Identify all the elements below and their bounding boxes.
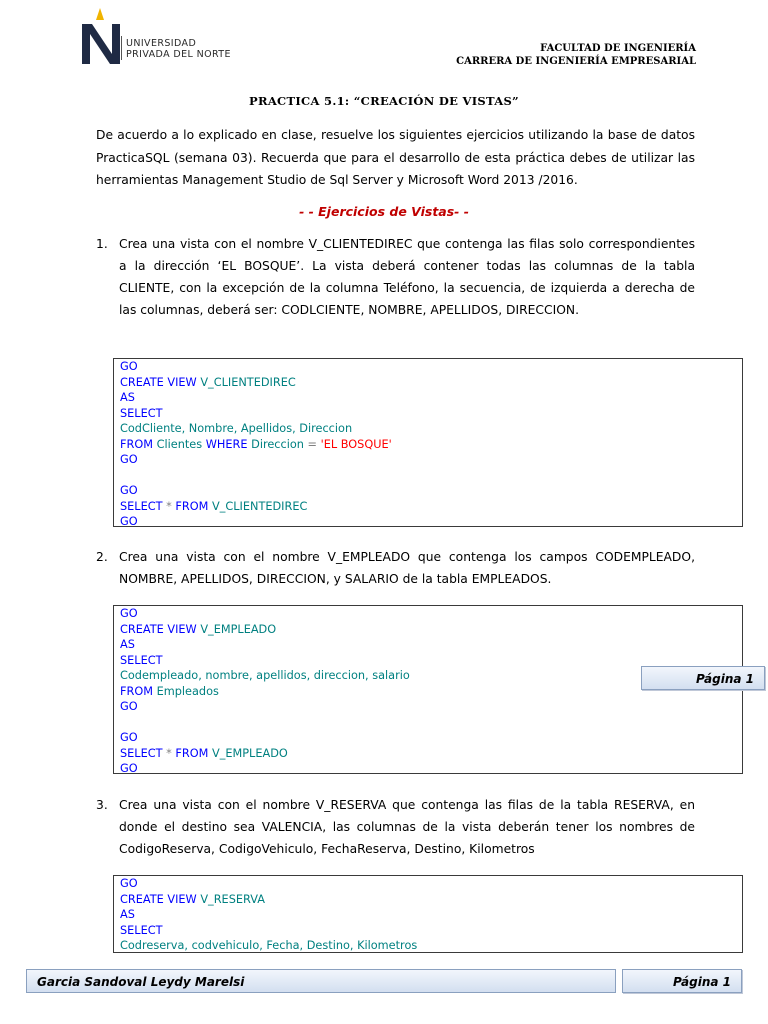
code-token: GO: [120, 360, 138, 373]
footer-page-number: Página 1: [622, 969, 742, 993]
university-line2: PRIVADA DEL NORTE: [126, 49, 231, 60]
page-badge: Página 1: [641, 666, 765, 690]
section-title: - - Ejercicios de Vistas- -: [299, 204, 469, 219]
code-token: GO: [120, 700, 138, 713]
exercise-number: 2.: [96, 550, 108, 564]
exercise-1: [96, 233, 695, 321]
code-token: GO: [120, 731, 138, 744]
exercise-text: Crea una vista con el nombre V_RESERVA que contenga las filas de la tabla RESERVA, en donde el destino sea VALENCIA, las columnas de la vista deberán tener los nombres de CodigoReserva, CodigoVehiculo, FechaReserva, Destino, Kilometros: [119, 798, 695, 856]
university-name: [126, 38, 231, 60]
code-token: V_CLIENTEDIREC: [200, 375, 296, 389]
exercise-3: [96, 794, 695, 860]
code-token: Direccion: [251, 437, 304, 451]
code-token: Clientes: [156, 437, 203, 451]
code-token: FROM: [175, 746, 209, 760]
code-token: GO: [120, 877, 138, 890]
code-token: CREATE VIEW: [120, 622, 197, 636]
code-block-3: [113, 875, 743, 953]
intro-paragraph: De acuerdo a lo explicado en clase, resuelve los siguientes ejercicios utilizando la base de datos PracticaSQL (semana 03). Recuerda que para el desarrollo de esta práctica debes de utilizar las herramientas Management Studio de Sql Server y Microsoft Word 2013 /2016.: [96, 128, 695, 187]
code-token: CREATE VIEW: [120, 375, 197, 389]
code-token: *: [166, 499, 172, 513]
code-token: V_RESERVA: [200, 892, 265, 906]
footer-author: Garcia Sandoval Leydy Marelsi: [26, 969, 616, 993]
exercise-number: 3.: [96, 798, 108, 812]
code-token: GO: [120, 607, 138, 620]
code-token: V_EMPLEADO: [200, 622, 277, 636]
exercise-text: Crea una vista con el nombre V_CLIENTEDIREC que contenga las filas solo correspondientes a la dirección ‘EL BOSQUE’. La vista deberá contener todas las columnas de la tabla CLIENTE, con la excepción de la columna Teléfono, la secuencia, de izquierda a derecha de las columnas, deberá ser: CODLCIENTE, NOMBRE, APELLIDOS, DIRECCION.: [119, 237, 695, 317]
logo-divider: [121, 36, 122, 60]
code-token: 'EL BOSQUE': [320, 437, 392, 451]
exercise-number: 1.: [96, 237, 108, 251]
code-token: CodCliente, Nombre, Apellidos, Direccion: [120, 422, 353, 435]
code-token: GO: [120, 762, 138, 775]
code-token: FROM: [175, 499, 209, 513]
code-token: GO: [120, 453, 138, 466]
university-line1: UNIVERSIDAD: [126, 38, 197, 49]
code-token: FROM: [120, 437, 153, 451]
code-block-1: [113, 358, 743, 527]
code-token: AS: [120, 908, 135, 921]
code-token: GO: [120, 515, 138, 528]
code-token: SELECT: [120, 499, 163, 513]
code-token: SELECT: [120, 746, 163, 760]
code-token: FROM: [120, 684, 153, 698]
code-token: Codreserva, codvehiculo, Fecha, Destino, Kilometros: [120, 939, 418, 952]
code-token: Codempleado, nombre, apellidos, direccion, salario: [120, 669, 410, 682]
faculty-name: FACULTAD DE INGENIERÍA: [540, 43, 696, 54]
code-token: Empleados: [156, 684, 219, 698]
code-token: SELECT: [120, 923, 163, 937]
career-name: CARRERA DE INGENIERÍA EMPRESARIAL: [456, 56, 696, 67]
code-token: GO: [120, 484, 138, 497]
exercise-text: Crea una vista con el nombre V_EMPLEADO que contenga los campos CODEMPLEADO, NOMBRE, APELLIDOS, DIRECCION, y SALARIO de la tabla EMPLEADOS.: [119, 550, 695, 586]
exercise-2: [96, 546, 695, 590]
code-token: *: [166, 746, 172, 760]
code-token: AS: [120, 638, 135, 651]
code-token: V_CLIENTEDIREC: [211, 499, 308, 513]
code-token: =: [307, 437, 318, 451]
code-token: CREATE VIEW: [120, 892, 197, 906]
code-token: AS: [120, 391, 135, 404]
code-token: SELECT: [120, 406, 163, 420]
code-token: WHERE: [205, 437, 248, 451]
header-faculty-block: [456, 42, 696, 68]
code-token: V_EMPLEADO: [211, 746, 288, 760]
page-title: PRACTICA 5.1: “CREACIÓN DE VISTAS”: [249, 94, 519, 108]
code-token: SELECT: [120, 653, 163, 667]
